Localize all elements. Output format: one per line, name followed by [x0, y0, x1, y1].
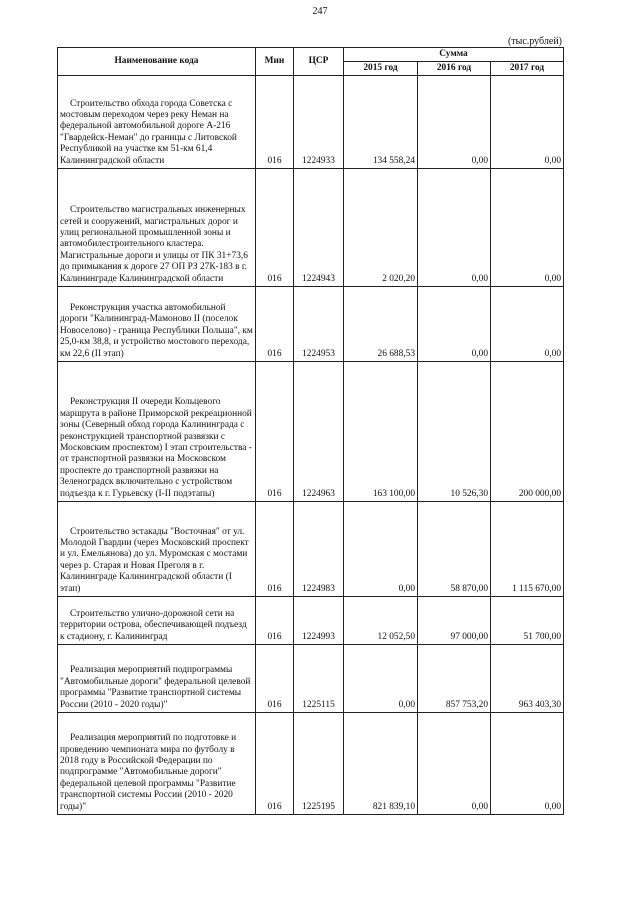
- row-2017: 0,00: [491, 76, 564, 169]
- row-2015: 0,00: [344, 502, 418, 597]
- row-name-text: Строительство обхода города Советска с мостовым переходом через реку Неман на федеральной автомобильной дороге А-216 "Гвардейск-Неман" до границы с Литовской Республикой на участке км 51-км 61,4 Калининградской области: [60, 98, 237, 166]
- row-csr: 1224983: [294, 502, 344, 597]
- table-row: [58, 362, 564, 502]
- row-name: [58, 362, 256, 502]
- table-body: [58, 76, 564, 815]
- row-2015: 163 100,00: [344, 362, 418, 502]
- row-name: [58, 287, 256, 362]
- row-name-text: Реконструкция II очереди Кольцевого маршрута в районе Приморской рекреационной зоны (Северный обход города Калининграда с реконструкцией транспортной развязки с Московским проспектом) I этап строительства - от транспортной развязки на Московском проспекте до транспортной развязки на Зеленоградск включительно с устройством подъезда к г. Гурьевску (I-II подэтапы): [60, 397, 252, 499]
- row-2016: 0,00: [418, 76, 491, 169]
- row-2017: 963 403,30: [491, 645, 564, 713]
- row-csr: 1224953: [294, 287, 344, 362]
- row-min: 016: [256, 645, 294, 713]
- row-2017: 200 000,00: [491, 362, 564, 502]
- table-row: [58, 169, 564, 287]
- table-row: [58, 76, 564, 169]
- row-2015: 26 688,53: [344, 287, 418, 362]
- row-2016: 0,00: [418, 169, 491, 287]
- table-row: [58, 645, 564, 713]
- row-2017: 0,00: [491, 287, 564, 362]
- header-name: Наименование кода: [58, 48, 256, 76]
- row-name: [58, 502, 256, 597]
- row-name: [58, 713, 256, 815]
- row-2015: 2 020,20: [344, 169, 418, 287]
- header-csr: ЦСР: [294, 48, 344, 76]
- row-min: 016: [256, 713, 294, 815]
- header-min: Мин: [256, 48, 294, 76]
- row-2015: 0,00: [344, 645, 418, 713]
- table-row: [58, 502, 564, 597]
- row-csr: 1224963: [294, 362, 344, 502]
- row-name-text: Строительство улично-дорожной сети на территории острова, обеспечивающей подъезд к стадиону, г. Калининград: [60, 608, 247, 642]
- row-csr: 1224993: [294, 597, 344, 645]
- row-2017: 0,00: [491, 169, 564, 287]
- row-2016: 97 000,00: [418, 597, 491, 645]
- row-2015: 134 558,24: [344, 76, 418, 169]
- table-row: [58, 597, 564, 645]
- row-csr: 1224933: [294, 76, 344, 169]
- table-row: [58, 287, 564, 362]
- row-name-text: Реализация мероприятий по подготовке и проведению чемпионата мира по футболу в 2018 году в Российской Федерации по подпрограмме "Автомобильные дороги" федеральной целевой программы "Развитие транспортной системы России (2010 - 2020 годы)": [60, 733, 237, 812]
- row-name-text: Строительство эстакады "Восточная" от ул. Молодой Гвардии (через Московский проспект и ул. Емельянова) до ул. Муромская с мостами через р. Старая и Новая Преголя в г. Калининграде Калининградской области (I этап): [60, 526, 249, 594]
- row-min: 016: [256, 287, 294, 362]
- row-2016: 857 753,20: [418, 645, 491, 713]
- row-name: [58, 645, 256, 713]
- row-name: [58, 76, 256, 169]
- row-min: 016: [256, 76, 294, 169]
- row-2016: 0,00: [418, 713, 491, 815]
- row-min: 016: [256, 362, 294, 502]
- row-name: [58, 597, 256, 645]
- row-name-text: Реализация мероприятий подпрограммы "Автомобильные дороги" федеральной целевой программы "Развитие транспортной системы России (2010 - 2020 годы)": [60, 665, 251, 710]
- header-2015: 2015 год: [344, 62, 418, 76]
- row-min: 016: [256, 502, 294, 597]
- row-2016: 0,00: [418, 287, 491, 362]
- row-2015: 12 052,50: [344, 597, 418, 645]
- row-2015: 821 839,10: [344, 713, 418, 815]
- row-name: [58, 169, 256, 287]
- page-number: 247: [312, 6, 328, 17]
- row-csr: 1225195: [294, 713, 344, 815]
- row-2017: 0,00: [491, 713, 564, 815]
- row-2016: 10 526,30: [418, 362, 491, 502]
- header-2017: 2017 год: [491, 62, 564, 76]
- row-csr: 1224943: [294, 169, 344, 287]
- row-2017: 51 700,00: [491, 597, 564, 645]
- table-header: [58, 48, 564, 76]
- budget-table: [57, 47, 564, 815]
- header-sum: Сумма: [344, 48, 564, 62]
- units-label: (тыс.рублей): [507, 36, 562, 47]
- row-name-text: Строительство магистральных инженерных сетей и сооружений, магистральных дорог и улиц региональной промышленной зоны и автомобилестроительного кластера. Магистральные дороги и улицы от ПК 31+73,6 до примыкания к дороге 27 ОП РЗ 27К-183 в г. Калининграде Калининградской области: [60, 205, 248, 284]
- row-min: 016: [256, 169, 294, 287]
- row-min: 016: [256, 597, 294, 645]
- row-csr: 1225115: [294, 645, 344, 713]
- row-name-text: Реконструкция участка автомобильной дороги "Калининград-Мамоново II (поселок Новоселово) - граница Республики Польша", км 25,0-км 38,8, и устройство мостового перехода, км 22,6 (II этап): [60, 302, 253, 359]
- row-2017: 1 115 670,00: [491, 502, 564, 597]
- row-2016: 58 870,00: [418, 502, 491, 597]
- table-row: [58, 713, 564, 815]
- header-2016: 2016 год: [418, 62, 491, 76]
